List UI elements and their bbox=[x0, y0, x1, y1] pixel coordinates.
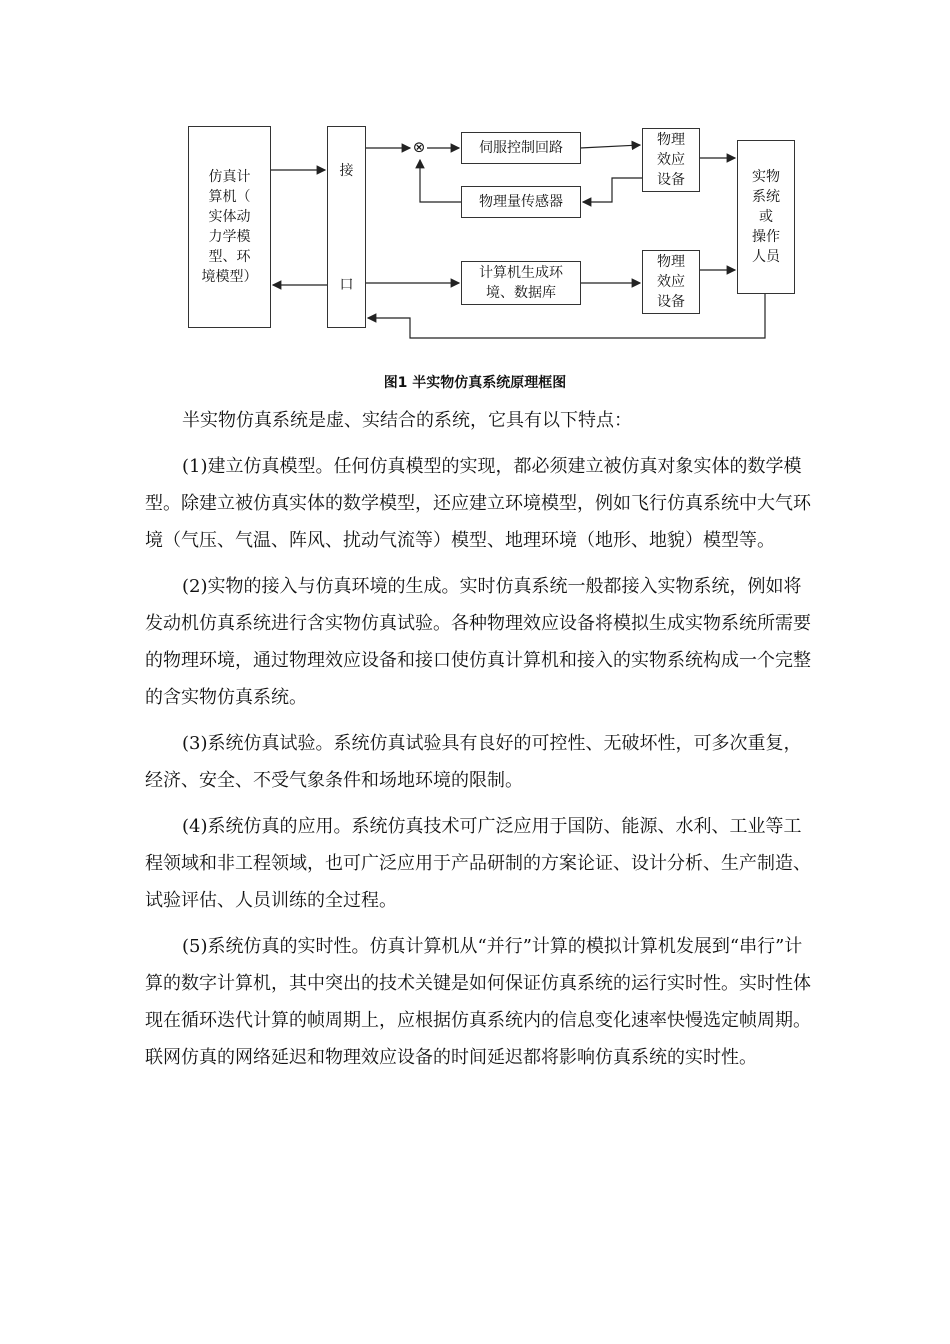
real-system-line: 或 bbox=[759, 209, 773, 225]
simulation-computer-line: 仿真计 bbox=[208, 169, 251, 185]
device2-line: 物理 bbox=[657, 254, 685, 270]
simulation-computer-line: 实体动 bbox=[208, 209, 251, 225]
interface-box bbox=[327, 126, 366, 328]
block-diagram bbox=[0, 0, 950, 360]
feature-paragraph: (1)建立仿真模型。任何仿真模型的实现，都必须建立被仿真对象实体的数学模型。除建立被仿真实体的数学模型，还应建立环境模型，例如飞行仿真系统中大气环境（气压、气温、阵风、扰动气流等）模型、地理环境（地形、地貌）模型等。 bbox=[145, 456, 811, 551]
env-database-line: 计算机生成环 bbox=[479, 265, 563, 281]
simulation-computer-line: 型、环 bbox=[208, 249, 251, 265]
env-database-line: 境、数据库 bbox=[486, 285, 556, 301]
summing-junction-symbol: ⊗ bbox=[412, 138, 426, 156]
feature-paragraph: (2)实物的接入与仿真环境的生成。实时仿真系统一般都接入实物系统，例如将发动机仿真系统进行含实物仿真试验。各种物理效应设备将模拟生成实物系统所需要的物理环境，通过物理效应设备和接口使仿真计算机和接入的实物系统构成一个完整的含实物仿真系统。 bbox=[145, 576, 811, 708]
device1-line: 设备 bbox=[657, 172, 685, 188]
real-system-line: 人员 bbox=[752, 249, 780, 265]
simulation-computer-line: 力学模 bbox=[208, 229, 251, 245]
physical-effect-device-box-2 bbox=[642, 250, 700, 314]
simulation-computer-box bbox=[188, 126, 271, 328]
simulation-computer-line: 算机（ bbox=[208, 189, 251, 205]
physical-sensor-box bbox=[461, 186, 581, 218]
interface-label-bottom: 口 bbox=[339, 277, 354, 293]
real-system-line: 系统 bbox=[752, 189, 780, 205]
device2-line: 效应 bbox=[657, 274, 685, 290]
arrow-device1-to-sensor bbox=[583, 178, 642, 202]
real-system-line: 实物 bbox=[752, 169, 780, 185]
device1-line: 效应 bbox=[657, 152, 685, 168]
servo-control-loop-box bbox=[461, 132, 581, 164]
device1-line: 物理 bbox=[657, 132, 685, 148]
computer-env-database-box bbox=[461, 261, 581, 305]
intro-paragraph: 半实物仿真系统是虚、实结合的系统，它具有以下特点： bbox=[182, 410, 632, 431]
diagram-connectors bbox=[0, 0, 950, 360]
feature-paragraph: (5)系统仿真的实时性。仿真计算机从“并行”计算的模拟计算机发展到“串行”计算的数字计算机，其中突出的技术关键是如何保证仿真系统的运行实时性。实时性体现在循环迭代计算的帧周期上，应根据仿真系统内的信息变化速率快慢选定帧周期。联网仿真的网络延迟和物理效应设备的时间延迟都将影响仿真系统的实时性。 bbox=[145, 936, 811, 1068]
body-text bbox=[145, 402, 813, 1076]
physical-sensor-label: 物理量传感器 bbox=[479, 194, 563, 210]
device2-line: 设备 bbox=[657, 294, 685, 310]
arrow-sensor-to-sum bbox=[420, 160, 462, 202]
servo-control-loop-label: 伺服控制回路 bbox=[479, 140, 563, 156]
arrow-servo-to-device1 bbox=[580, 145, 640, 148]
real-system-line: 操作 bbox=[752, 229, 780, 245]
real-system-or-operator-box bbox=[737, 140, 795, 294]
feature-paragraph: (3)系统仿真试验。系统仿真试验具有良好的可控性、无破坏性，可多次重复，经济、安全、不受气象条件和场地环境的限制。 bbox=[145, 733, 802, 791]
summing-junction-icon bbox=[411, 139, 427, 155]
physical-effect-device-box-1 bbox=[642, 128, 700, 192]
figure-caption: 图1 半实物仿真系统原理框图 bbox=[383, 375, 567, 391]
feature-paragraph: (4)系统仿真的应用。系统仿真技术可广泛应用于国防、能源、水利、工业等工程领域和非工程领域，也可广泛应用于产品研制的方案论证、设计分析、生产制造、试验评估、人员训练的全过程。 bbox=[145, 816, 811, 911]
simulation-computer-line: 境模型） bbox=[201, 269, 258, 285]
interface-label-top: 接 bbox=[339, 163, 354, 179]
